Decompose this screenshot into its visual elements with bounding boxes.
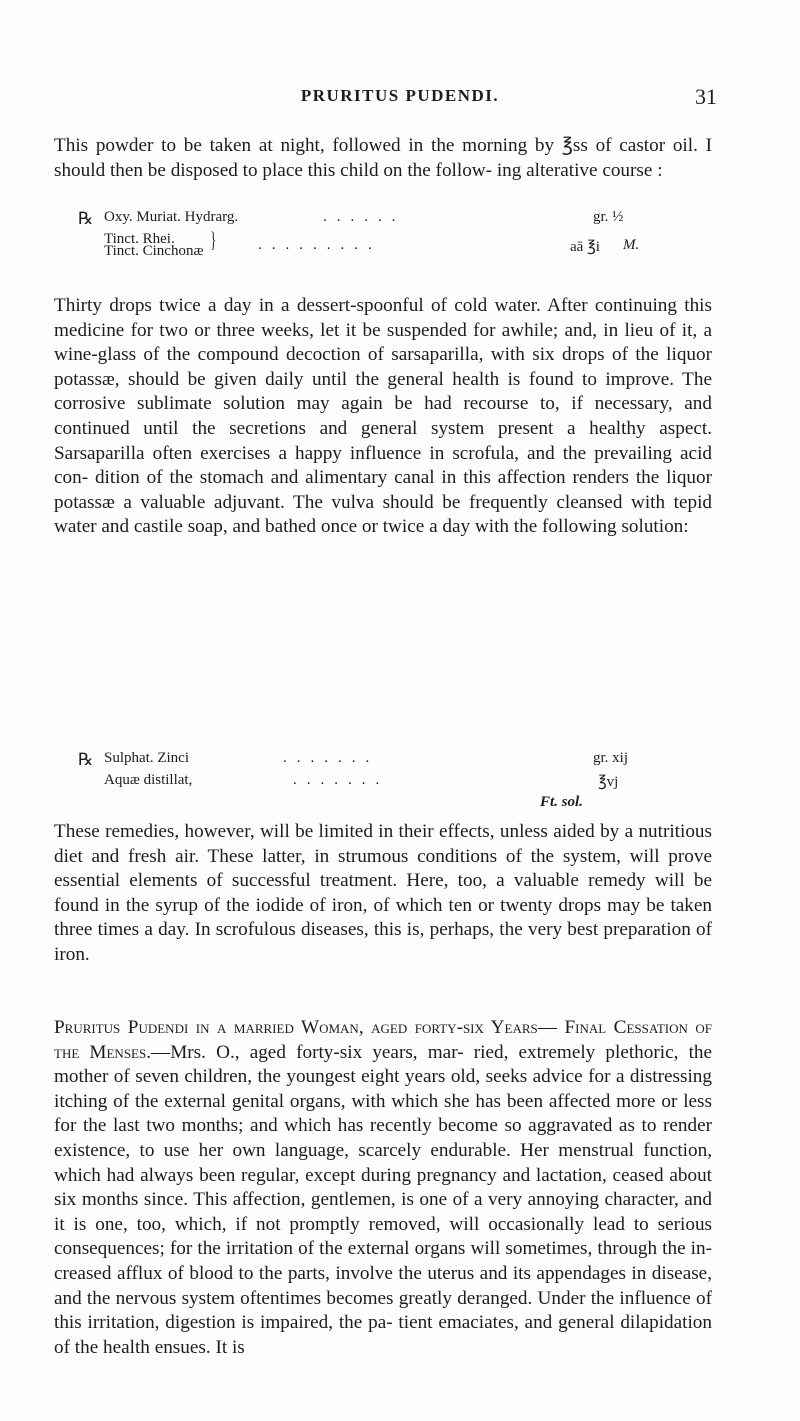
prescription-2 xyxy=(78,750,718,816)
leader-dots: ...... xyxy=(323,209,406,225)
brace: } xyxy=(210,227,217,252)
rx2-drug-1: Sulphat. Zinci xyxy=(104,750,189,766)
paragraph-2-text: Thirty drops twice a day in a dessert-spoonful of cold water. After continuing this medicine for two or three weeks, let it be suspended for awhile; and, in lieu of it, a wine-glass of the compound decoction of sarsaparilla, with six drops of the liquor potassæ, should be given daily until the general health is found to improve. The corrosive sublimate solution may again be had recourse to, if necessary, and continued until the secretions and general system present a healthy aspect. Sarsaparilla often exercises a happy influence in scrofula, and the prevailing acid con- dition of the stomach and alimentary canal in this affection renders the liquor potassæ a valuable adjuvant. The vulva should be frequently cleansed with tepid water and castile soap, and bathed once or twice a day with the following solution: xyxy=(54,295,712,538)
rx2-closing: Ft. sol. xyxy=(540,794,583,810)
rx2-dose-1: gr. xij xyxy=(593,750,629,766)
leader-dots: ......... xyxy=(258,237,382,253)
prescription-1 xyxy=(78,209,718,265)
rx1-dose-combined: aā ℥i xyxy=(570,239,600,255)
rx1-dose-suffix: M. xyxy=(623,237,640,253)
rx1-drug-3: Tinct. Cinchonæ xyxy=(104,243,204,259)
paragraph-4-text xyxy=(54,1016,712,1360)
paragraph-1 xyxy=(54,134,712,183)
running-head: PRURITUS PUDENDI. xyxy=(300,86,500,105)
page-number: 31 xyxy=(695,84,717,109)
recipe-symbol: ℞ xyxy=(78,750,94,769)
paragraph-1-text: This powder to be taken at night, followed in the morning by ℥ss of castor oil. I should then be disposed to place this child on the follow- ing alterative course : xyxy=(54,135,712,181)
case-heading: Pruritus Pudendi in a married Woman, aged forty-six Years— Final Cessation of the Menses. xyxy=(54,1017,712,1063)
paragraph-4 xyxy=(54,1016,712,1360)
leader-dots: ....... xyxy=(283,750,380,766)
leader-dots: ....... xyxy=(293,772,390,788)
page-header xyxy=(0,86,800,112)
paragraph-3-text: These remedies, however, will be limited in their effects, unless aided by a nutritious diet and fresh air. These latter, in strumous conditions of the system, will prove essential elements of successful treatment. Here, too, a valuable remedy will be found in the syrup of the iodide of iron, of which ten or twenty drops may be taken three times a day. In scrofulous diseases, this is, perhaps, the very best preparation of iron. xyxy=(54,821,712,965)
rx2-drug-2: Aquæ distillat, xyxy=(104,772,193,788)
rx2-dose-2: ℥vj xyxy=(598,774,619,790)
rx1-drug-2: Tinct. Rhei. xyxy=(104,231,175,247)
case-body: —Mrs. O., aged forty-six years, mar- ried, extremely plethoric, the mother of seven children, the youngest eight years old, seeks advice for a distressing itching of the external genital organs, with which she has been affected more or less for the last two months; and which has recently become so aggravated as to render existence, to use her own language, scarcely endurable. Her menstrual function, which had always been regular, except during pregnancy and lactation, ceased about six months since. This affection, gentlemen, is one of a very annoying character, and it is one, too, which, if not promptly removed, will occasionally lead to serious consequences; for the irritation of the external organs will sometimes, through the in- creased afflux of blood to the parts, involve the uterus and its appendages in disease, and the nervous system oftentimes becomes greatly deranged. Under the influence of this irritation, digestion is impaired, the pa- tient emaciates, and general dilapidation of the health ensues. It is xyxy=(54,1041,713,1358)
recipe-symbol: ℞ xyxy=(78,209,94,228)
paragraph-2 xyxy=(54,294,712,540)
rx1-drug-1: Oxy. Muriat. Hydrarg. xyxy=(104,209,239,225)
rx1-dose-1: gr. ½ xyxy=(593,209,624,225)
paragraph-3 xyxy=(54,820,712,968)
